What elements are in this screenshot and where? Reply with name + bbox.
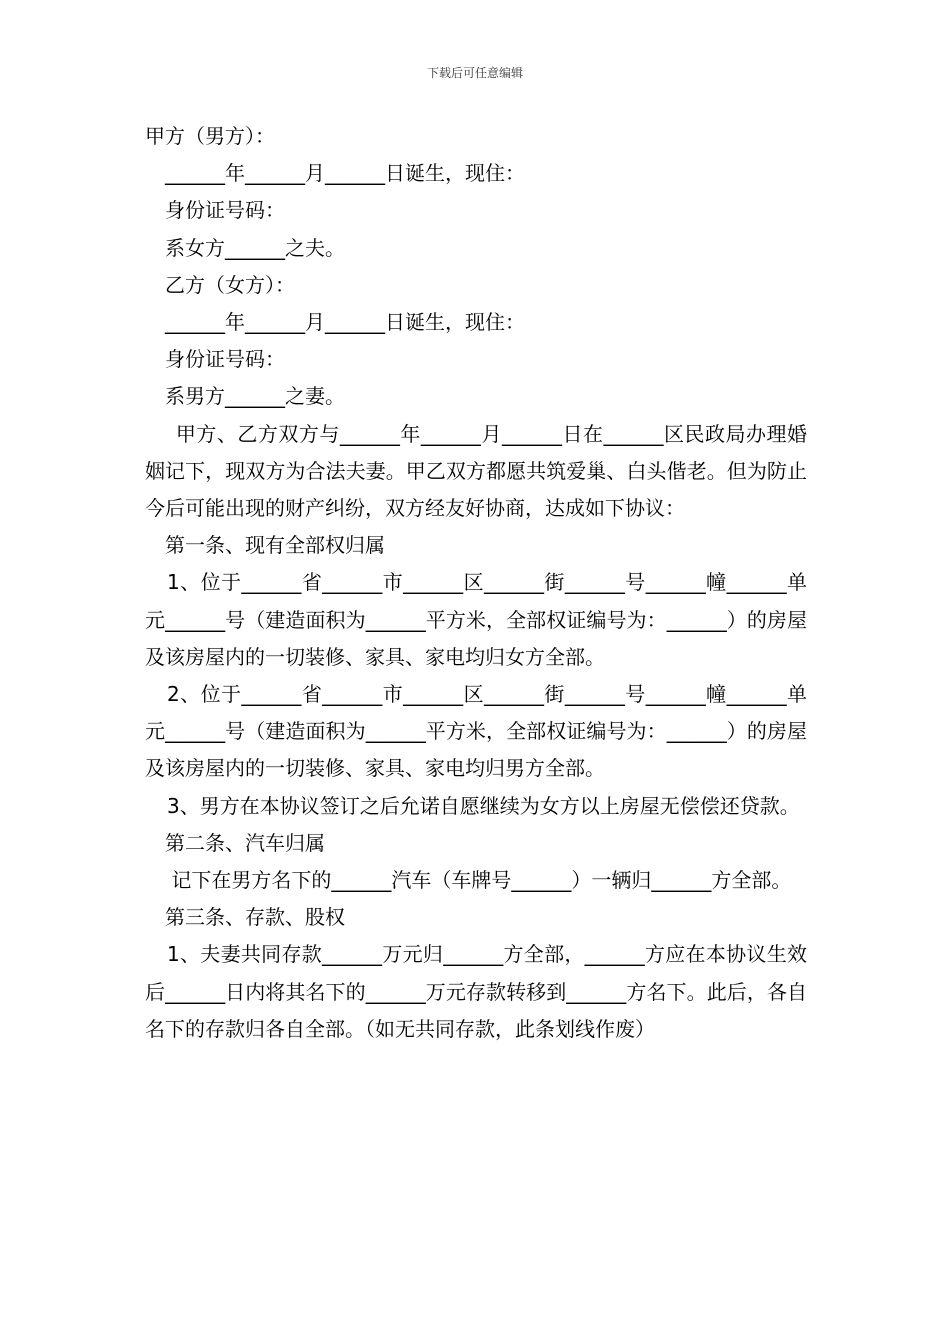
marriage-preamble: 甲方、乙方双方与______年______月______日在______区民政局办理婚姻记下，现双方为合法夫妻。甲乙双方都愿共筑爱巢、白头偕老。但为防止今后可能出现的财产纠纷，双方经友好协商，达成如下协议： (145, 421, 808, 521)
article-1-heading: 第一条、现有全部权归属 (165, 533, 385, 558)
party-b-relation: 系男方______之妻。 (165, 384, 345, 409)
article-3-clause-1: 1、夫妻共同存款______万元归______方全部，______方应在本协议生效后______日内将其名下的______万元存款转移到______方名下。此后，各自名下的存款归各自全部。（如无共同存款，此条划线作废） (145, 942, 807, 1041)
party-b-id-number: 身份证号码： (165, 347, 285, 372)
page-header-note: 下载后可任意编辑 (426, 66, 523, 80)
article-3-heading: 第三条、存款、股权 (165, 905, 345, 930)
document-body (145, 118, 807, 1048)
party-a-id-number: 身份证号码： (165, 198, 285, 223)
article-2-clause: 记下在男方名下的______汽车（车牌号______）一辆归______方全部。 (165, 868, 792, 893)
party-b-birth-address: ______年______月______日诞生，现住： (165, 310, 525, 335)
party-a-birth-address: ______年______月______日诞生，现住： (165, 161, 525, 186)
article-1-clause-2: 2、位于______省______市______区______街______号______幢______单元______号（建造面积为______平方米，全部权证编号为：______）的房屋及该房屋内的一切装修、家具、家电均归男方全部。 (145, 682, 807, 781)
article-1-clause-1: 1、位于______省______市______区______街______号______幢______单元______号（建造面积为______平方米，全部权证编号为：______）的房屋及该房屋内的一切装修、家具、家电均归女方全部。 (145, 570, 807, 669)
party-a-heading: 甲方（男方）： (145, 124, 275, 148)
party-a-relation: 系女方______之夫。 (165, 235, 345, 260)
article-1-clause-3: 3、男方在本协议签订之后允诺自愿继续为女方以上房屋无偿偿还贷款。 (167, 793, 800, 818)
article-2-heading: 第二条、汽车归属 (165, 830, 325, 855)
party-b-heading: 乙方（女方）： (165, 272, 295, 297)
